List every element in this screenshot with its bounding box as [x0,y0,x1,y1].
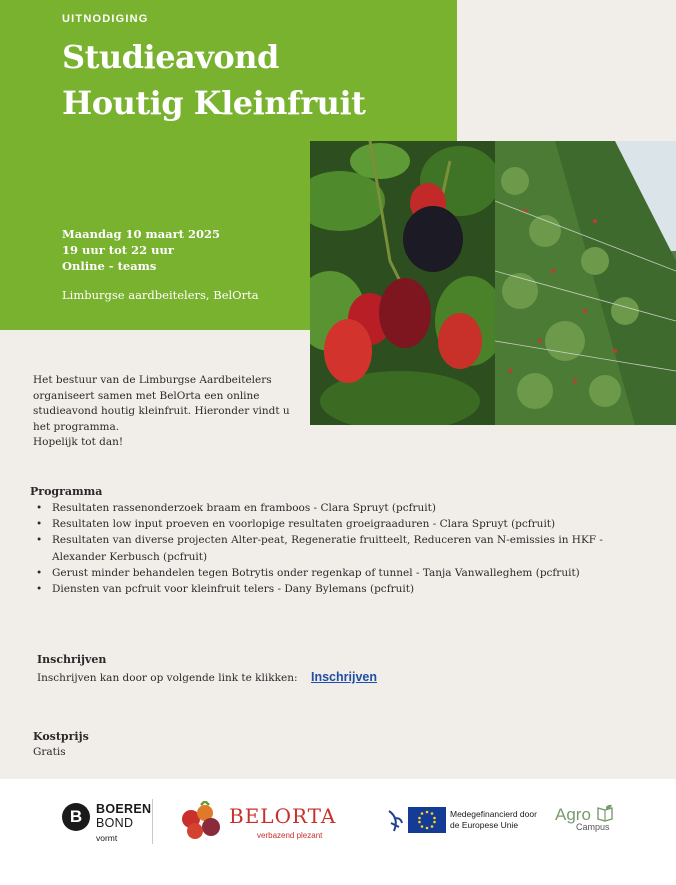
event-location: Online - teams [62,259,157,273]
price-heading: Kostprijs [33,730,89,743]
event-organizers: Limburgse aardbeitelers, BelOrta [62,288,259,302]
intro-paragraph [33,373,305,451]
title-line-2: Houtig Kleinfruit [62,84,366,122]
price-value: Gratis [33,746,66,758]
boerenbond-sub: vormt [96,833,118,843]
agrocampus-sub: Campus [576,822,610,832]
greenhouse-photo [495,141,676,425]
blackberry-photo [310,141,495,425]
page-title [62,34,452,126]
intro-text: Het bestuur van de Limburgse Aardbeitelers organiseert samen met BelOrta een online studieavond houtig kleinfruit. Hieronder vindt u het programma. [33,374,290,433]
belorta-tagline: verbazend plezant [257,831,323,840]
event-details [62,226,259,303]
logo-divider [152,799,153,844]
footer-logos [0,779,676,885]
eu-funding-text [450,809,537,830]
registration-text: Inschrijven kan door op volgende link te klikken: [37,672,298,684]
registration-heading: Inschrijven [37,653,107,666]
agrocampus-name: Agro [555,805,591,824]
intro-closing: Hopelijk tot dan! [33,436,124,448]
program-item: • Resultaten van diverse projecten Alter-peat, Regeneratie fruitteelt, Reduceren van N-emissies in HKF - Alexander Kerbusch (pcfruit) [36,532,636,564]
vegetable-icon [179,801,225,843]
registration-link[interactable]: Inschrijven [311,670,377,684]
invitation-tag: UITNODIGING [62,13,149,25]
boerenbond-word2: BOND [96,816,134,830]
book-leaf-icon [596,804,614,822]
eu-flag-icon [408,807,446,833]
boerenbond-logo [62,801,154,845]
program-item: • Resultaten rassenonderzoek braam en framboos - Clara Spruyt (pcfruit) [36,500,636,516]
program-item: • Gerust minder behandelen tegen Botrytis onder regenkap of tunnel - Tanja Vanwalleghem (pcfruit) [36,565,636,581]
belorta-name: BELORTA [229,804,337,828]
program-item: • Resultaten low input proeven en voorlopige resultaten groeigraaduren - Clara Spruyt (pcfruit) [36,516,636,532]
program-heading: Programma [30,485,103,498]
program-item: • Diensten van pcfruit voor kleinfruit telers - Dany Bylemans (pcfruit) [36,581,636,597]
belorta-logo [179,801,344,843]
boerenbond-word1: BOEREN [96,802,152,816]
eu-line-1: Medegefinancierd door [450,809,537,819]
event-time: 19 uur tot 22 uur [62,243,174,257]
program-list [36,500,636,597]
boerenbond-icon: B [62,803,90,831]
eu-line-2: de Europese Unie [450,819,519,830]
title-line-1: Studieavond [62,38,279,76]
flanders-lion-icon [386,809,404,833]
event-date: Maandag 10 maart 2025 [62,227,220,241]
